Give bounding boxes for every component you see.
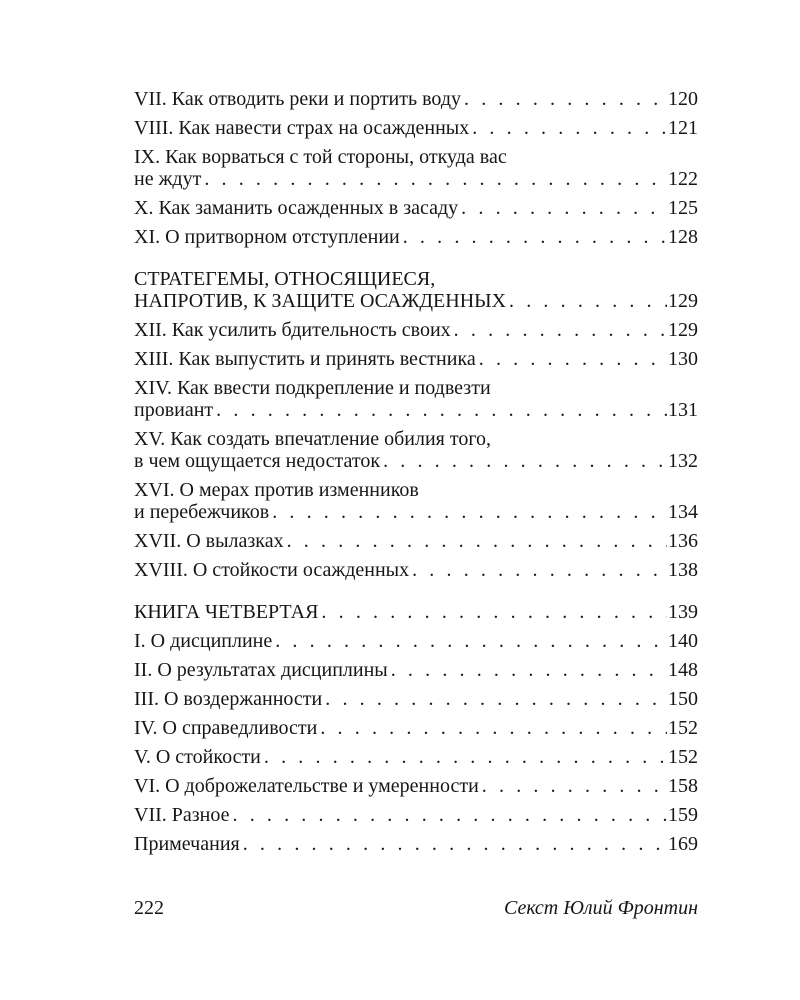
toc-entry-row [134, 530, 698, 552]
toc-entry [134, 630, 698, 652]
dot-leader [464, 88, 667, 110]
toc-page-number: 129 [668, 290, 698, 312]
toc-entry-row [134, 168, 698, 190]
toc-page-number: 120 [668, 88, 698, 110]
dot-leader [264, 746, 667, 768]
toc-entry-row [134, 197, 698, 219]
dot-leader [320, 717, 667, 739]
toc-page-number: 169 [668, 833, 698, 855]
toc-entry-title: X. Как заманить осажденных в засаду [134, 197, 459, 219]
dot-leader [454, 319, 667, 341]
toc-entry [134, 746, 698, 768]
toc-entry-row [134, 450, 698, 472]
toc-section-heading [134, 601, 698, 623]
toc-page-number: 150 [668, 688, 698, 710]
toc-entry [134, 146, 698, 190]
toc-entry-row [134, 601, 698, 623]
dot-leader [391, 659, 667, 681]
dot-leader [204, 168, 667, 190]
toc-entry [134, 428, 698, 472]
toc-page-number: 140 [668, 630, 698, 652]
toc-entry-row [134, 501, 698, 523]
toc-entry-title-line: XIV. Как ввести подкрепление и подвезти [134, 377, 491, 399]
toc-entry-title: не ждут [134, 168, 202, 190]
toc-entry [134, 88, 698, 110]
toc-entry [134, 775, 698, 797]
toc-entry-title: XVII. О вылазках [134, 530, 284, 552]
dot-leader [482, 775, 667, 797]
toc-entry-title: II. О результатах дисциплины [134, 659, 388, 681]
toc-entry-row [134, 659, 698, 681]
toc-entry-title: XI. О притворном отступлении [134, 226, 400, 248]
toc-entry-title-line: СТРАТЕГЕМЫ, ОТНОСЯЩИЕСЯ, [134, 268, 436, 290]
toc-page-number: 125 [668, 197, 698, 219]
toc-entry-title: V. О стойкости [134, 746, 261, 768]
page-footer [134, 897, 698, 920]
toc-entry-title: в чем ощущается недостаток [134, 450, 381, 472]
dot-leader [383, 450, 667, 472]
toc-entry-title: Примечания [134, 833, 240, 855]
toc-entry [134, 479, 698, 523]
toc-entry-title: VII. Разное [134, 804, 230, 826]
dot-leader [403, 226, 667, 248]
toc-entry-row [134, 804, 698, 826]
toc-entry-title: VI. О доброжелательстве и умеренности [134, 775, 479, 797]
toc-entry [134, 659, 698, 681]
toc-entry-title: XVIII. О стойкости осажденных [134, 559, 410, 581]
toc-page-number: 139 [668, 601, 698, 623]
toc-page-number: 130 [668, 348, 698, 370]
toc-entry-title-line: XVI. О мерах против изменников [134, 479, 419, 501]
toc-entry-title: I. О дисциплине [134, 630, 273, 652]
page-number: 222 [134, 897, 164, 919]
dot-leader [412, 559, 667, 581]
toc-entry-title: III. О воздержанности [134, 688, 323, 710]
toc-entry [134, 197, 698, 219]
toc-page-number: 159 [668, 804, 698, 826]
toc-entry-row [134, 399, 698, 421]
toc-entry-row [134, 348, 698, 370]
toc-entry-title: и перебежчиков [134, 501, 270, 523]
dot-leader [461, 197, 667, 219]
toc-entry [134, 717, 698, 739]
dot-leader [243, 833, 667, 855]
toc-entry-row [134, 630, 698, 652]
toc-entry-row [134, 319, 698, 341]
toc-entry-title: IV. О справедливости [134, 717, 318, 739]
toc-entry [134, 117, 698, 139]
toc-entry-title-line: XV. Как создать впечатление обилия того, [134, 428, 492, 450]
toc-entry-title: XII. Как усилить бдительность своих [134, 319, 451, 341]
toc-page-number: 132 [668, 450, 698, 472]
toc-entry [134, 348, 698, 370]
dot-leader [275, 630, 667, 652]
toc-entry [134, 377, 698, 421]
toc-entry-title: VIII. Как навести страх на осажденных [134, 117, 470, 139]
table-of-contents [134, 88, 698, 862]
toc-entry [134, 688, 698, 710]
toc-entry-row [134, 88, 698, 110]
toc-page-number: 131 [668, 399, 698, 421]
toc-entry-title: провиант [134, 399, 214, 421]
toc-page-number: 129 [668, 319, 698, 341]
toc-entry [134, 319, 698, 341]
toc-entry-row [134, 559, 698, 581]
dot-leader [479, 348, 667, 370]
toc-entry-row [134, 775, 698, 797]
toc-page-number: 158 [668, 775, 698, 797]
dot-leader [287, 530, 667, 552]
toc-entry [134, 833, 698, 855]
toc-entry [134, 530, 698, 552]
dot-leader [509, 290, 667, 312]
toc-page-number: 122 [668, 168, 698, 190]
toc-entry-title: КНИГА ЧЕТВЕРТАЯ [134, 601, 319, 623]
toc-page-number: 121 [668, 117, 698, 139]
toc-entry-row [134, 688, 698, 710]
dot-leader [216, 399, 667, 421]
toc-entry-title-line: IX. Как ворваться с той стороны, откуда вас [134, 146, 507, 168]
toc-entry-title: НАПРОТИВ, К ЗАЩИТЕ ОСАЖДЕННЫХ [134, 290, 507, 312]
toc-entry-title: XIII. Как выпустить и принять вестника [134, 348, 476, 370]
toc-entry-row [134, 717, 698, 739]
toc-entry-row [134, 833, 698, 855]
dot-leader [325, 688, 667, 710]
toc-entry [134, 804, 698, 826]
toc-page-number: 138 [668, 559, 698, 581]
toc-entry-row [134, 746, 698, 768]
toc-page-number: 128 [668, 226, 698, 248]
toc-entry-row [134, 117, 698, 139]
toc-page-number: 134 [668, 501, 698, 523]
dot-leader [472, 117, 667, 139]
toc-entry-title: VII. Как отводить реки и портить воду [134, 88, 462, 110]
running-author: Секст Юлий Фронтин [503, 897, 698, 919]
dot-leader [272, 501, 667, 523]
toc-entry-row [134, 290, 698, 312]
toc-entry [134, 559, 698, 581]
dot-leader [321, 601, 667, 623]
toc-entry [134, 226, 698, 248]
toc-page-number: 152 [668, 717, 698, 739]
dot-leader [233, 804, 668, 826]
toc-section-heading [134, 268, 698, 312]
toc-page-number: 152 [668, 746, 698, 768]
toc-page-number: 148 [668, 659, 698, 681]
toc-page-number: 136 [668, 530, 698, 552]
toc-entry-row [134, 226, 698, 248]
